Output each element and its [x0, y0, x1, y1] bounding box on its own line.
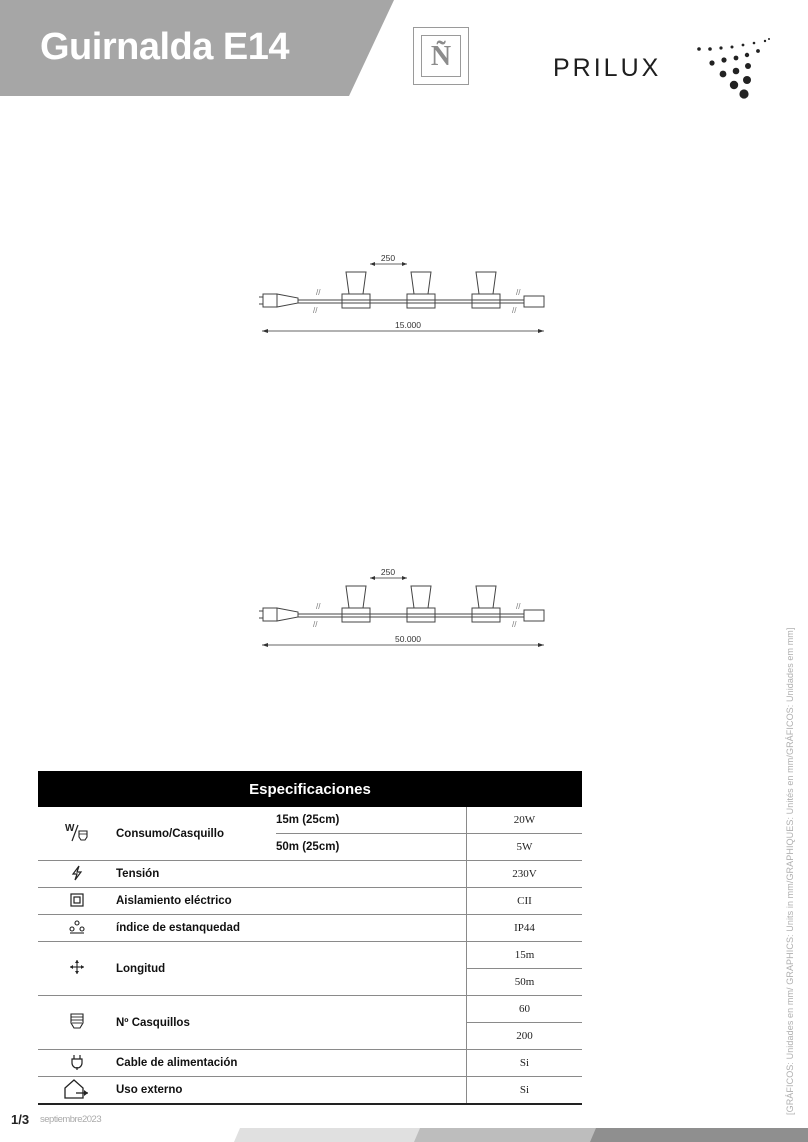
variant-label: 50m (25cm) — [276, 834, 467, 861]
estanqueidad-value: IP44 — [467, 915, 583, 942]
socket-count-icon — [38, 996, 116, 1050]
svg-text://: // — [313, 620, 318, 629]
svg-text://: // — [316, 602, 321, 611]
casquillos-label: Nº Casquillos — [116, 996, 467, 1050]
casquillos-value: 200 — [467, 1023, 583, 1050]
svg-text://: // — [313, 306, 318, 315]
aislamiento-label: Aislamiento eléctrico — [116, 888, 467, 915]
spacing-dimension: 250 — [380, 253, 396, 263]
spacing-dimension: 250 — [380, 567, 396, 577]
variant-label: 15m (25cm) — [276, 807, 467, 834]
footer-decorative-bars — [0, 1128, 808, 1142]
voltage-lightning-icon — [38, 861, 116, 888]
svg-text:W: W — [65, 823, 75, 834]
specifications-title: Especificaciones — [38, 771, 582, 807]
longitud-label: Longitud — [116, 942, 467, 996]
document-date: septiembre2023 — [40, 1114, 102, 1125]
table-row — [38, 888, 582, 915]
outdoor-use-icon — [38, 1077, 116, 1105]
water-drops-icon — [38, 915, 116, 942]
longitud-value: 15m — [467, 942, 583, 969]
svg-text://: // — [512, 620, 517, 629]
length-arrows-icon — [38, 942, 116, 996]
badge-letter: Ñ — [421, 35, 461, 77]
casquillos-value: 60 — [467, 996, 583, 1023]
dimension-drawing-15m — [256, 250, 556, 341]
spanish-origin-badge — [413, 27, 469, 85]
svg-text://: // — [316, 288, 321, 297]
table-row — [38, 1050, 582, 1077]
variant-value: 20W — [467, 807, 583, 834]
cable-value: Si — [467, 1050, 583, 1077]
power-plug-icon — [38, 1050, 116, 1077]
svg-text://: // — [516, 288, 521, 297]
total-length-dimension: 15.000 — [395, 320, 421, 330]
consumo-label: Consumo/Casquillo — [116, 807, 276, 861]
table-row — [38, 942, 582, 969]
page-number: 1/3 — [11, 1112, 30, 1127]
class-ii-insulation-icon — [38, 888, 116, 915]
variant-value: 5W — [467, 834, 583, 861]
tension-label: Tensión — [116, 861, 467, 888]
uso-label: Uso externo — [116, 1077, 467, 1105]
longitud-value: 50m — [467, 969, 583, 996]
specifications-table — [38, 771, 582, 1105]
total-length-dimension: 50.000 — [395, 634, 421, 644]
table-row — [38, 915, 582, 942]
estanqueidad-label: índice de estanquedad — [116, 915, 467, 942]
units-side-note: [GRÁFICOS: Unidades en mm/ GRAPHICS: Units in mm/GRAPHIQUES: Unités en mm/GRÁFICOS: Unidades em mm] — [785, 627, 795, 1115]
aislamiento-value: CII — [467, 888, 583, 915]
page-title: Guirnalda E14 — [40, 26, 290, 68]
uso-value: Si — [467, 1077, 583, 1105]
table-row — [38, 807, 582, 834]
table-row — [38, 1077, 582, 1105]
tension-value: 230V — [467, 861, 583, 888]
dimension-drawing-50m — [256, 564, 556, 655]
svg-text://: // — [512, 306, 517, 315]
power-per-socket-icon — [38, 807, 116, 861]
cable-label: Cable de alimentación — [116, 1050, 467, 1077]
table-row — [38, 861, 582, 888]
brand-logo-dots-icon — [690, 36, 774, 100]
table-row — [38, 996, 582, 1023]
brand-logo-text: PRILUX — [553, 54, 662, 82]
svg-text://: // — [516, 602, 521, 611]
